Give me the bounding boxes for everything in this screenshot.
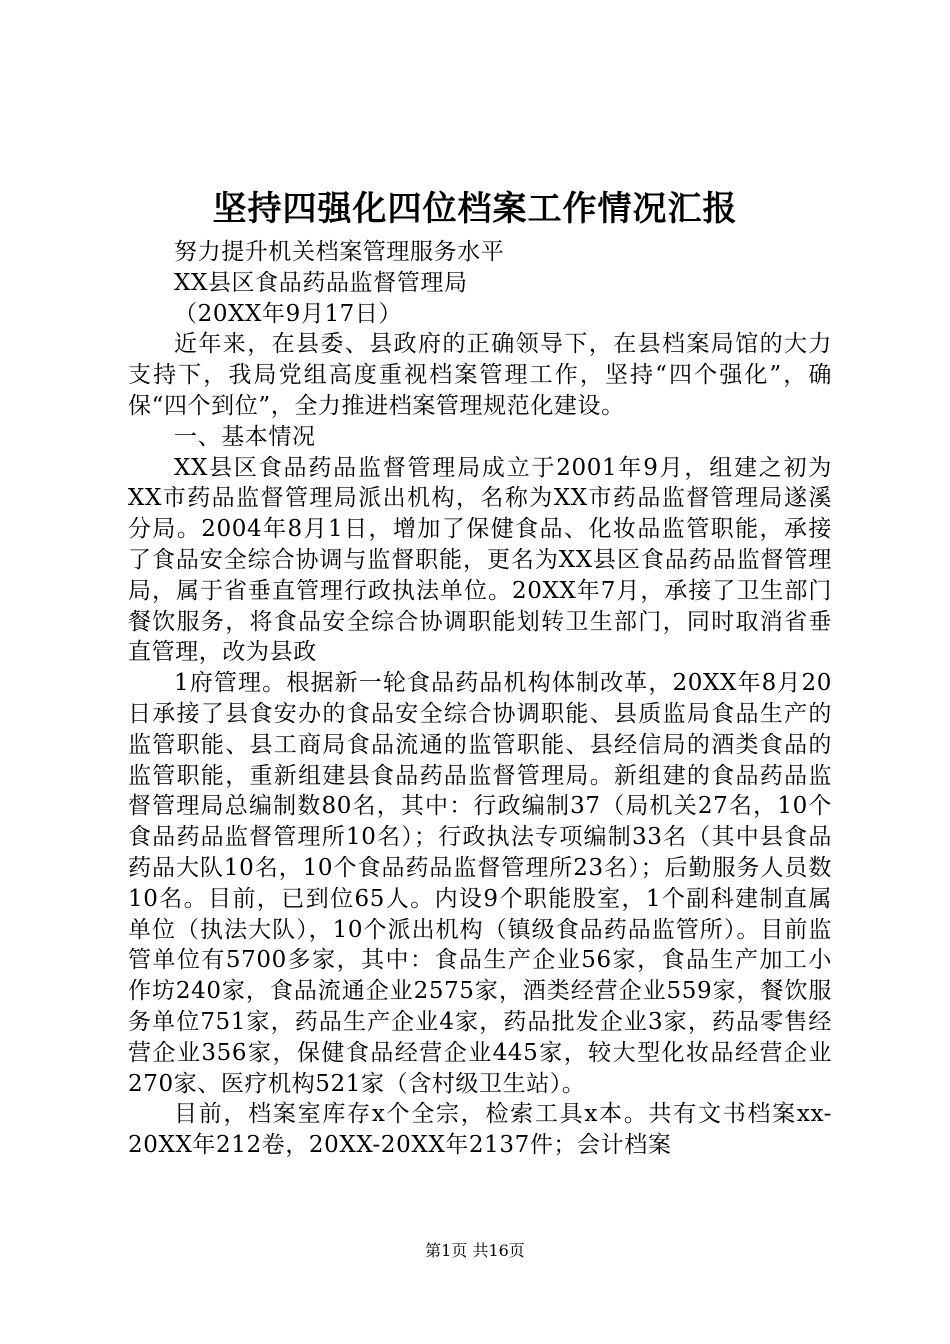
section-heading: 一、基本情况	[174, 423, 316, 450]
organization-line: XX县区食品药品监督管理局	[174, 269, 468, 296]
body-paragraph: 目前，档案室库存x个全宗，检索工具x本。共有文书档案xx-20XX年212卷，20XX-20XX年2137件；会计档案	[128, 1101, 832, 1159]
intro-paragraph: 近年来，在县委、县政府的正确领导下，在县档案局馆的大力支持下，我局党组高度重视档案管理工作，坚持“四个强化”，确保“四个到位”，全力推进档案管理规范化建设。	[128, 331, 832, 419]
page-footer: 第1页 共16页	[425, 1241, 525, 1260]
body-paragraph: 1府管理。根据新一轮食品药品机构体制改革，20XX年8月20日承接了县食安办的食品安全综合协调职能、县质监局食品生产的监管职能、县工商局食品流通的监管职能、县经信局的酒类食品的监管职能，重新组建县食品药品监督管理局。新组建的食品药品监督管理局总编制数80名，其中：行政编制37（局机关27名，10个食品药品监督管理所10名）；行政执法专项编制33名（其中县食品药品大队10名，10个食品药品监督管理所23名）；后勤服务人员数10名。目前，已到位65人。内设9个职能股室，1个副科建制直属单位（执法大队），10个派出机构（镇级食品药品监管所）。目前监管单位有5700多家，其中：食品生产企业56家，食品生产加工小作坊240家，食品流通企业2575家，酒类经营企业559家，餐饮服务单位751家，药品生产企业4家，药品批发企业3家，药品零售经营企业356家，保健食品经营企业445家，较大型化妆品经营企业270家、医疗机构521家（含村级卫生站）。	[128, 670, 832, 1097]
document-body	[128, 237, 832, 1161]
body-paragraph: XX县区食品药品监督管理局成立于2001年9月，组建之初为XX市药品监督管理局派出机构，名称为XX市药品监督管理局遂溪分局。2004年8月1日，增加了保健食品、化妆品监管职能，承接了食品安全综合协调与监督职能，更名为XX县区食品药品监督管理局，属于省垂直管理行政执法单位。20XX年7月，承接了卫生部门餐饮服务，将食品安全综合协调职能划转卫生部门，同时取消省垂直管理，改为县政	[128, 454, 832, 666]
document-title: 坚持四强化四位档案工作情况汇报	[212, 189, 738, 229]
date-line: （20XX年9月17日）	[174, 300, 403, 327]
subtitle-line: 努力提升机关档案管理服务水平	[174, 239, 505, 265]
